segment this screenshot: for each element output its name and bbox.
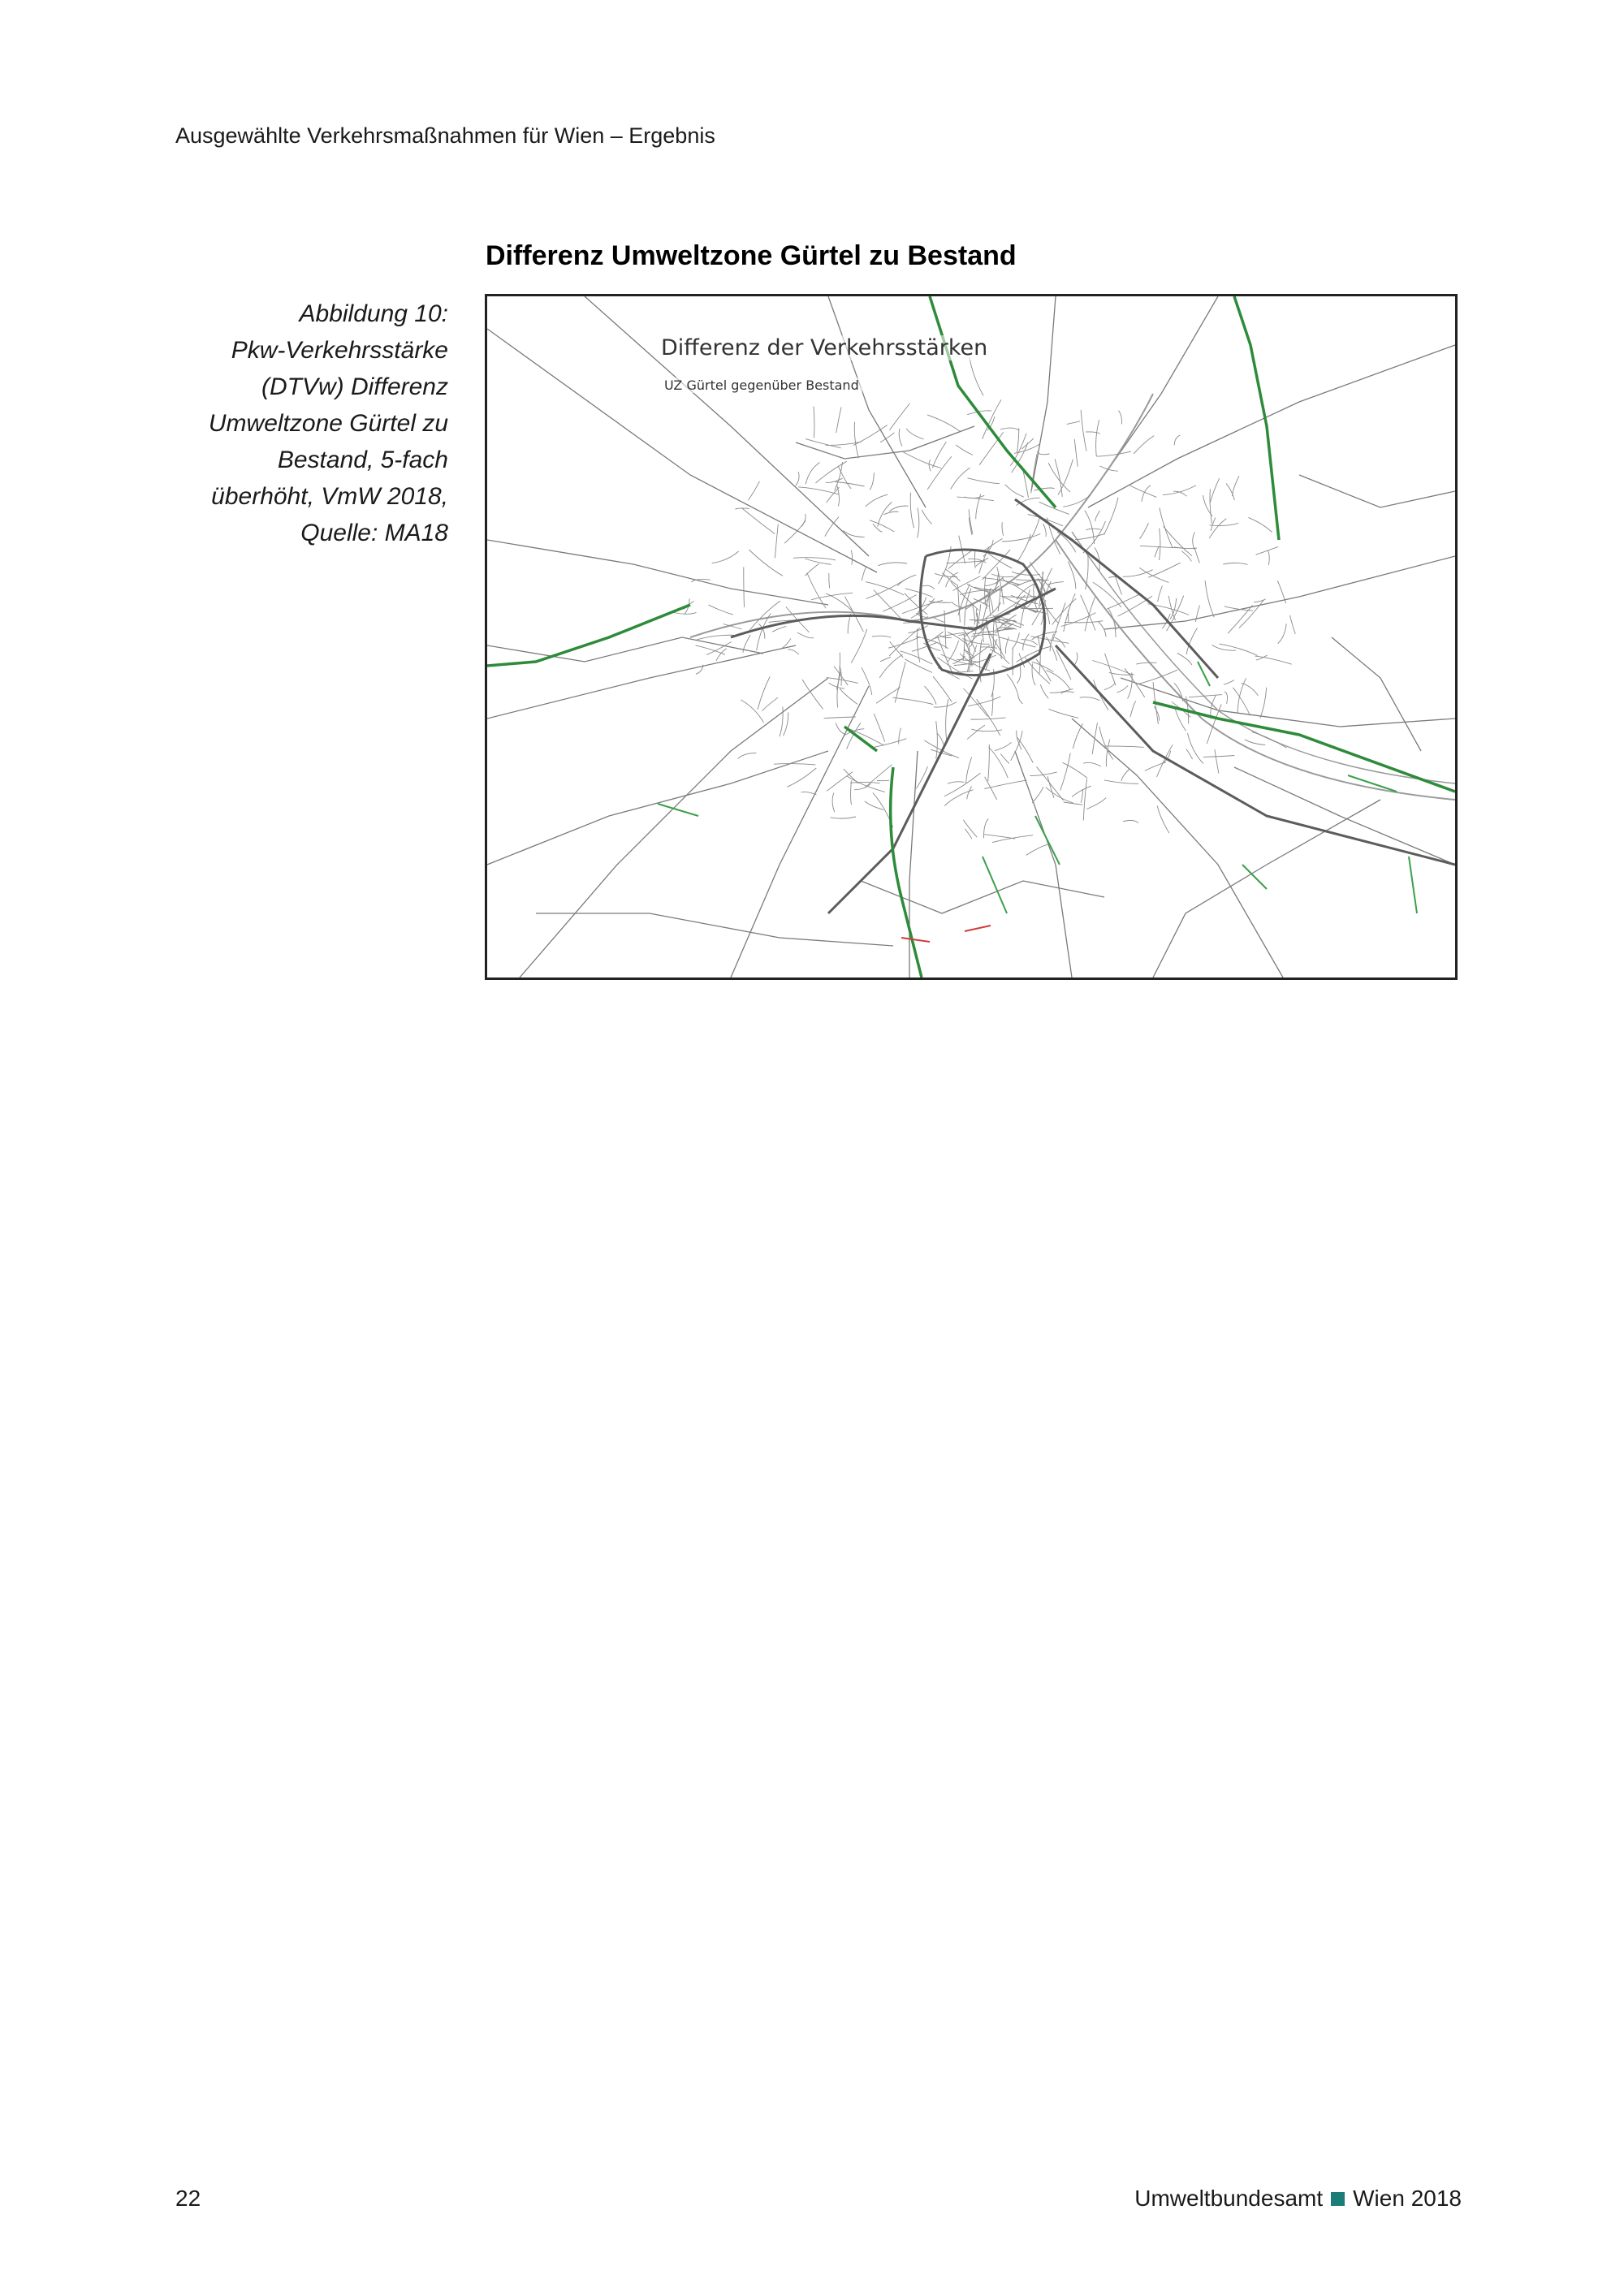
street (999, 637, 1036, 648)
street (1083, 521, 1106, 553)
street (967, 725, 985, 739)
street (1032, 662, 1054, 671)
decrease-segments (901, 926, 991, 942)
street (1215, 749, 1219, 774)
street (865, 801, 883, 810)
street (1195, 606, 1199, 623)
street (995, 618, 1001, 659)
street (984, 819, 989, 839)
street (926, 632, 943, 643)
street (1050, 688, 1073, 693)
street (956, 445, 973, 455)
street (910, 493, 914, 529)
street (1064, 802, 1083, 805)
street (1194, 547, 1199, 563)
street (706, 642, 731, 655)
street (970, 517, 972, 535)
caption-line: Umweltzone Gürtel zu (208, 410, 448, 437)
street (1239, 601, 1263, 628)
page-number: 22 (175, 2186, 201, 2211)
street (933, 676, 952, 702)
street (1142, 486, 1151, 502)
street (1012, 572, 1040, 575)
street (798, 487, 839, 494)
street (1186, 749, 1193, 760)
map-title: Differenz der Verkehrsstärken (658, 335, 991, 360)
street (918, 507, 919, 537)
street (709, 605, 733, 615)
street (1052, 598, 1077, 624)
street (1224, 680, 1234, 685)
caption-line: überhöht, VmW 2018, (211, 483, 448, 510)
street (870, 473, 874, 490)
street (1000, 428, 1019, 430)
street (712, 551, 739, 563)
street (1189, 695, 1222, 697)
street (1193, 533, 1195, 550)
street (1000, 754, 1009, 764)
street (948, 782, 965, 783)
street (1130, 701, 1136, 717)
street (1290, 615, 1296, 634)
street (851, 781, 852, 805)
street (1026, 844, 1048, 855)
street (1068, 562, 1075, 589)
street (741, 508, 775, 534)
increase-segment (983, 857, 1007, 913)
street (1148, 563, 1180, 577)
increase-segment (1035, 816, 1060, 865)
street (1210, 524, 1239, 526)
street (883, 595, 917, 612)
street (1134, 436, 1154, 454)
street (1049, 709, 1079, 718)
road (796, 426, 974, 459)
arterial (1056, 645, 1455, 865)
road (1072, 719, 1283, 978)
street (801, 792, 817, 794)
increase-segment (487, 605, 690, 666)
street (1023, 634, 1029, 650)
street (1083, 762, 1101, 766)
street (927, 415, 960, 431)
street (1081, 789, 1082, 803)
street (772, 626, 786, 632)
street (866, 494, 888, 507)
street (827, 487, 840, 503)
decrease-segment (901, 938, 930, 942)
street (1105, 654, 1116, 686)
square-icon (1331, 2192, 1345, 2206)
street (1223, 563, 1247, 564)
street (1260, 688, 1267, 719)
street (1099, 727, 1113, 760)
caption-line: Bestand, 5-fach (277, 447, 448, 473)
street (1205, 580, 1214, 617)
street (888, 637, 920, 649)
street (1058, 460, 1073, 495)
traffic-map (485, 294, 1458, 980)
street (951, 468, 970, 489)
street (970, 718, 1005, 719)
caption-line: Abbildung 10: (299, 300, 448, 327)
street (1186, 628, 1197, 655)
street (929, 460, 931, 472)
street (831, 817, 857, 818)
street (851, 629, 867, 663)
street (838, 466, 851, 489)
street (1157, 806, 1169, 834)
street (1139, 523, 1148, 539)
street (844, 597, 863, 632)
street (1005, 485, 1024, 497)
street (968, 697, 1000, 706)
street (984, 780, 1026, 789)
street (989, 747, 1009, 778)
street (1104, 684, 1115, 690)
street (758, 677, 770, 710)
street (922, 510, 931, 524)
street (1119, 411, 1122, 425)
street (916, 637, 948, 649)
publisher-name: Umweltbundesamt (1134, 2186, 1324, 2211)
street (934, 618, 945, 623)
street (1067, 421, 1080, 425)
street (1155, 546, 1159, 558)
street (762, 697, 779, 710)
road (1104, 556, 1455, 629)
street (998, 590, 1000, 611)
street (1060, 753, 1071, 791)
river (690, 394, 1153, 637)
street (834, 667, 848, 686)
street (832, 793, 835, 813)
street (744, 567, 745, 607)
river (1056, 540, 1455, 800)
street (895, 662, 905, 702)
street (889, 404, 909, 430)
street (836, 723, 844, 735)
street (880, 657, 891, 662)
street (827, 772, 853, 792)
street (1036, 766, 1063, 801)
street (1163, 486, 1196, 495)
street (946, 561, 985, 563)
road (1299, 475, 1455, 507)
figure-title: Differenz Umweltzone Gürtel zu Bestand (486, 240, 1017, 271)
street (872, 636, 891, 637)
street (1254, 599, 1266, 602)
street (793, 558, 836, 560)
road (487, 645, 796, 719)
street (787, 768, 816, 787)
street (1158, 586, 1163, 602)
street (889, 628, 920, 656)
street (1002, 534, 1040, 542)
street (1086, 798, 1106, 809)
street (1007, 674, 1017, 693)
street (970, 357, 983, 396)
street (1086, 529, 1100, 530)
street (1096, 420, 1099, 456)
street (957, 497, 995, 501)
street (900, 651, 932, 664)
street (1245, 740, 1265, 745)
street (850, 782, 879, 783)
road (520, 678, 828, 978)
map-subtitle: UZ Gürtel gegenüber Bestand (661, 378, 862, 393)
caption-line: (DTVw) Differenz (261, 373, 448, 400)
street (1177, 653, 1192, 665)
street (1278, 624, 1287, 644)
street (968, 478, 1000, 484)
street (1017, 693, 1022, 704)
street (1121, 769, 1129, 781)
road (487, 751, 828, 865)
street (1104, 746, 1143, 748)
street (874, 714, 884, 742)
caption-line: Pkw-Verkehrsstärke (231, 337, 448, 364)
street (826, 593, 853, 612)
street (1233, 476, 1239, 496)
street (862, 566, 866, 580)
street (997, 567, 1004, 604)
street (906, 429, 924, 439)
street (1065, 621, 1104, 623)
street (1210, 489, 1212, 524)
street (1174, 435, 1180, 445)
increase-segment (658, 804, 698, 816)
street (1117, 686, 1129, 693)
street (1017, 737, 1033, 763)
road (1332, 637, 1421, 751)
street (1017, 428, 1019, 452)
street (925, 686, 937, 705)
street (1242, 683, 1259, 696)
street (1040, 684, 1048, 698)
street (981, 647, 997, 649)
street (1252, 732, 1287, 749)
street (697, 635, 736, 640)
street (784, 712, 788, 736)
street (995, 742, 1012, 750)
street (1002, 522, 1004, 536)
street (1083, 779, 1086, 820)
street (1017, 666, 1020, 683)
street (829, 683, 844, 688)
street (944, 773, 981, 796)
street (889, 506, 908, 511)
street (879, 654, 902, 678)
street (1203, 756, 1234, 757)
street (927, 456, 952, 490)
street (1256, 546, 1279, 555)
street (854, 422, 858, 459)
street (988, 744, 990, 781)
street (1055, 459, 1062, 496)
street (1043, 524, 1047, 537)
street (1072, 786, 1091, 796)
street (775, 524, 778, 559)
street (1233, 688, 1250, 716)
street (967, 787, 972, 800)
street (780, 707, 783, 737)
street (1097, 451, 1132, 456)
street (840, 689, 857, 705)
increase-segment (1409, 857, 1417, 913)
street (1210, 478, 1219, 503)
street (973, 604, 975, 624)
street (1081, 410, 1086, 451)
street (1092, 723, 1097, 754)
street (892, 697, 933, 704)
street (1108, 594, 1139, 609)
street (899, 429, 902, 447)
street (749, 550, 783, 576)
street (1164, 526, 1192, 556)
street (977, 699, 1000, 736)
street (934, 702, 957, 707)
street (944, 611, 946, 649)
road-network-map (487, 296, 1455, 978)
street (873, 524, 883, 532)
street (1224, 692, 1228, 704)
street (878, 563, 907, 566)
minor-increase-segments (658, 662, 1417, 913)
street (788, 650, 799, 654)
arterial (731, 589, 1056, 637)
street (844, 531, 865, 537)
street (1080, 697, 1100, 701)
street (870, 520, 894, 532)
street (1136, 662, 1156, 664)
street (1255, 656, 1292, 664)
road (536, 913, 893, 946)
street (1074, 653, 1078, 666)
street (897, 575, 916, 586)
running-header: Ausgewählte Verkehrsmaßnahmen für Wien – Ergebnis (175, 123, 715, 148)
street (836, 482, 865, 487)
street (865, 765, 892, 788)
street (797, 632, 814, 638)
street (1074, 439, 1078, 467)
street (741, 700, 763, 723)
street (1160, 507, 1173, 548)
figure-caption (175, 296, 448, 551)
street (827, 678, 858, 684)
street (836, 407, 841, 433)
street (974, 587, 996, 589)
street (1212, 645, 1236, 650)
street (922, 585, 935, 589)
street (796, 472, 799, 486)
road (487, 637, 763, 662)
street (805, 563, 819, 576)
street (963, 820, 977, 837)
street (984, 835, 1016, 839)
street (851, 550, 852, 565)
street (1050, 634, 1053, 652)
increase-segment (1234, 296, 1279, 540)
street (974, 551, 975, 568)
street (1128, 672, 1133, 698)
street (1092, 661, 1133, 675)
street (1095, 511, 1100, 521)
street (1081, 595, 1095, 631)
arterial (1015, 499, 1218, 678)
street (870, 739, 907, 749)
edition-label: Wien 2018 (1353, 2186, 1462, 2211)
street (774, 764, 815, 765)
road (1015, 751, 1072, 978)
road (1031, 296, 1056, 491)
street (824, 717, 856, 719)
footer-publisher (1134, 2186, 1462, 2212)
decrease-segment (965, 926, 991, 931)
street (899, 728, 901, 744)
street (1167, 596, 1184, 632)
street (905, 589, 933, 598)
street (1031, 637, 1069, 644)
increase-segment (930, 296, 1056, 507)
street (1123, 820, 1138, 822)
street (936, 721, 938, 758)
street (1085, 511, 1095, 544)
street (946, 699, 948, 741)
street (1032, 787, 1043, 803)
street (932, 442, 946, 468)
street (905, 659, 932, 673)
street (1268, 550, 1270, 565)
street (883, 511, 898, 515)
increase-segment (1348, 775, 1397, 792)
street (1108, 608, 1116, 630)
street (1034, 488, 1054, 490)
street (1188, 733, 1204, 764)
street (937, 733, 944, 745)
street (948, 550, 974, 569)
street (748, 481, 759, 501)
street (945, 569, 960, 581)
street (829, 573, 830, 589)
street (866, 580, 905, 599)
street (991, 574, 1014, 577)
street (1173, 491, 1186, 496)
street (784, 520, 806, 543)
street (1064, 593, 1075, 632)
street (1248, 517, 1272, 532)
street (1104, 498, 1119, 535)
street (1086, 432, 1100, 434)
street (738, 753, 757, 758)
street (805, 559, 831, 564)
street (1181, 551, 1191, 562)
urban-street-mesh (671, 357, 1295, 856)
street (1075, 533, 1105, 539)
caption-line: Quelle: MA18 (300, 520, 448, 546)
street (806, 439, 841, 448)
